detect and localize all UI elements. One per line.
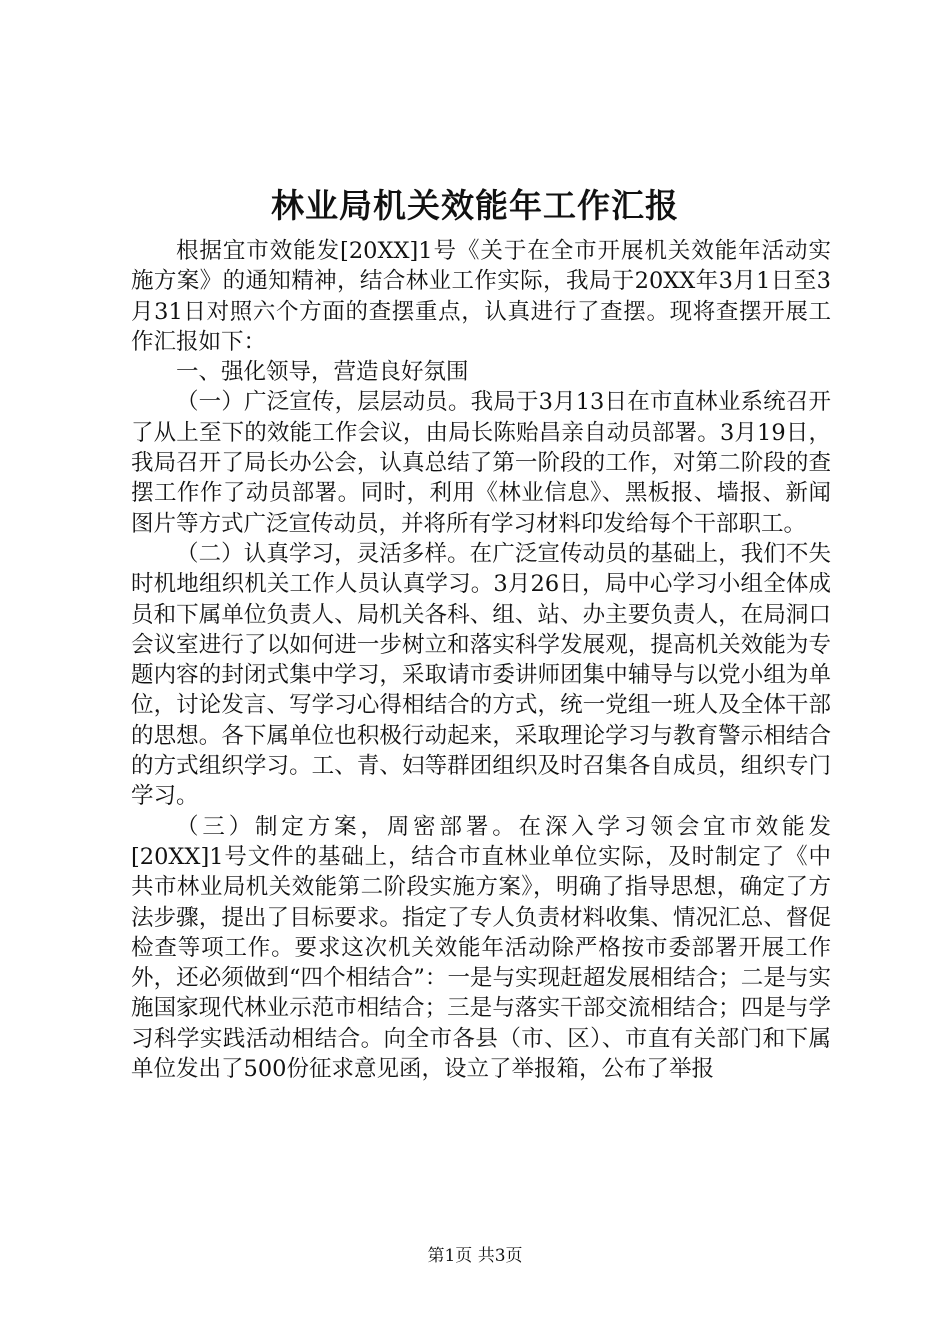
- document-title: 林业局机关效能年工作汇报: [271, 186, 679, 225]
- paragraph-plan: （三）制定方案，周密部署。在深入学习领会宜市效能发[20XX]1号文件的基础上，结合市直林业单位实际，及时制定了《中共市林业局机关效能第二阶段实施方案》，明确了指导思想，确定了方法步骤，提出了目标要求。指定了专人负责材料收集、情况汇总、督促检查等项工作。要求这次机关效能年活动除严格按市委部署开展工作外，还必须做到“四个相结合”：一是与实现赶超发展相结合；二是与实施国家现代林业示范市相结合；三是与落实干部交流相结合；四是与学习科学实践活动相结合。向全市各县（市、区）、市直有关部门和下属单位发出了500份征求意见函，设立了举报箱，公布了举报: [131, 813, 831, 1083]
- paragraph-study: （二）认真学习，灵活多样。在广泛宣传动员的基础上，我们不失时机地组织机关工作人员认真学习。3月26日，局中心学习小组全体成员和下属单位负责人、局机关各科、组、站、办主要负责人，在局洞口会议室进行了以如何进一步树立和落实科学发展观，提高机关效能为专题内容的封闭式集中学习，采取请市委讲师团集中辅导与以党小组为单位，讨论发言、写学习心得相结合的方式，统一党组一班人及全体干部的思想。各下属单位也积极行动起来，采取理论学习与教育警示相结合的方式组织学习。工、青、妇等群团组织及时召集各自成员，组织专门学习。: [131, 540, 831, 810]
- paragraph-publicity: （一）广泛宣传，层层动员。我局于3月13日在市直林业系统召开了从上至下的效能工作会议，由局长陈贻昌亲自动员部署。3月19日，我局召开了局长办公会，认真总结了第一阶段的工作，对第二阶段的查摆工作作了动员部署。同时，利用《林业信息》、黑板报、墙报、新闻图片等方式广泛宣传动员，并将所有学习材料印发给每个干部职工。: [131, 389, 831, 537]
- section-heading: 一、强化领导，营造良好氛围: [176, 359, 469, 386]
- document-body: [131, 236, 831, 1084]
- intro-paragraph: 根据宜市效能发[20XX]1号《关于在全市开展机关效能年活动实施方案》的通知精神，结合林业工作实际，我局于20XX年3月1日至3月31日对照六个方面的查摆重点，认真进行了查摆。现将查摆开展工作汇报如下：: [131, 238, 831, 355]
- page-number-footer: 第1页 共3页: [427, 1246, 523, 1266]
